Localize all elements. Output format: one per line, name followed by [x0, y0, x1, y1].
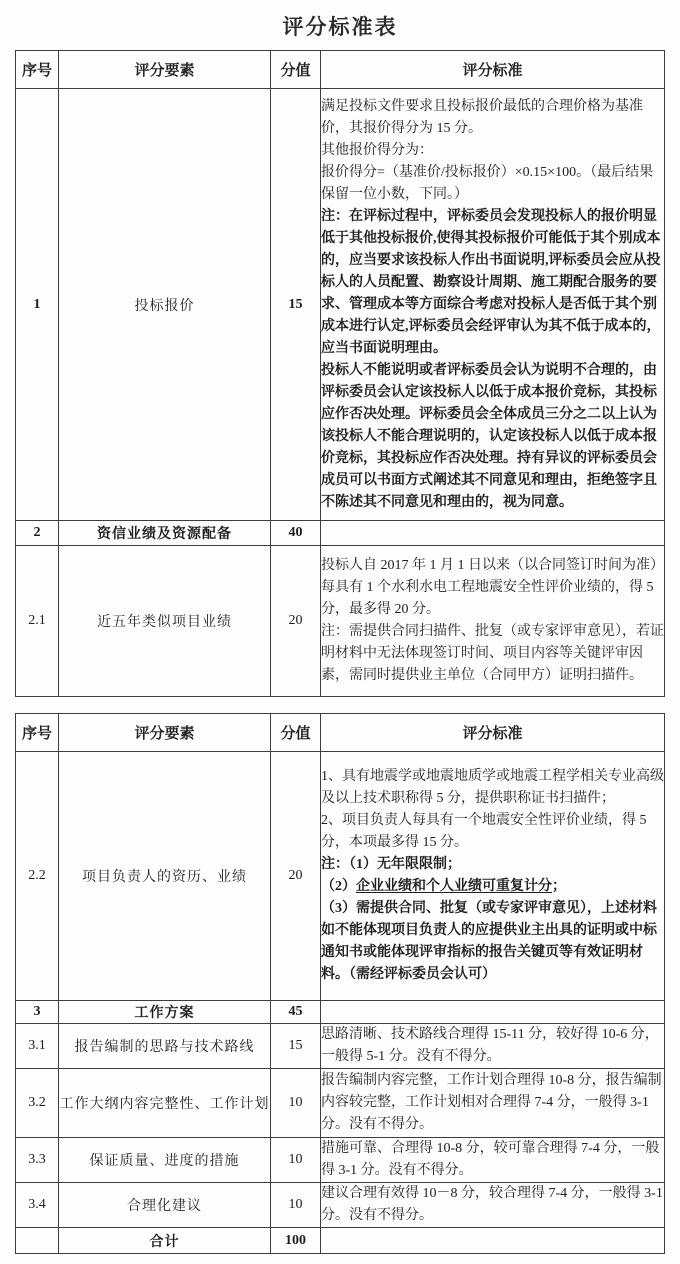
criteria-paragraph: 满足投标文件要求且投标报价最低的合理价格为基准价，其报价得分为 15 分。 [321, 98, 643, 136]
scoring-table-2 [15, 713, 665, 1254]
criteria-cell [321, 1069, 665, 1138]
criteria-cell [321, 1001, 665, 1024]
criteria-cell [321, 1183, 665, 1228]
criteria-note-paragraph: 注：需提供合同扫描件、批复（或专家评审意见），若证明材料中无法体现签订时间、项目内容等关键评审因素，需同时提供业主单位（合同甲方）证明扫描件。 [321, 624, 664, 683]
factor-cell: 工作方案 [59, 1001, 271, 1024]
score-cell: 15 [271, 1024, 321, 1069]
criteria-paragraph: 投标人自 2017 年 1 月 1 日以来（以合同签订时间为准）每具有 1 个水利水电工程地震安全性评价业绩的，得 5 分，最多得 20 分。 [321, 558, 664, 617]
header-cell-no: 序号 [16, 714, 59, 752]
factor-cell: 保证质量、进度的措施 [59, 1138, 271, 1183]
factor-cell: 近五年类似项目业绩 [59, 546, 271, 697]
criteria-note-paragraph: 注：在评标过程中，评标委员会发现投标人的报价明显低于其他投标报价,使得其投标报价可能低于其个别成本的，应当要求该投标人作出书面说明,评标委员会应从投标人的人员配置、勘察设计周期、施工期配合服务的要求、管理成本等方面综合考虑对投标人是否低于其个别成本进行认定,评标委员会经评审认为其不低于成本的，应当书面说明理由。 [321, 208, 661, 356]
row-no-cell [16, 1228, 59, 1254]
table-row-2 [16, 521, 665, 546]
score-cell: 10 [271, 1069, 321, 1138]
criteria-paragraph: 1、具有地震学或地震地质学或地震工程学相关专业高级及以上技术职称得 5 分，提供职称证书扫描件； [321, 769, 664, 806]
header-cell-score: 分值 [271, 714, 321, 752]
criteria-cell [321, 521, 665, 546]
criteria-cell [321, 1138, 665, 1183]
criteria-paragraph: 其他报价得分为： [321, 142, 433, 158]
table-row-3-4 [16, 1183, 665, 1228]
page-title: 评分标准表 [282, 15, 398, 39]
table-row-2-1 [16, 546, 665, 697]
total-score-cell: 100 [271, 1228, 321, 1254]
criteria-cell [321, 752, 665, 1001]
row-no-cell: 1 [16, 89, 59, 521]
criteria-note-paragraph: 注：（1）无年限限制； [321, 857, 461, 872]
row-no-cell: 3.4 [16, 1183, 59, 1228]
criteria-paragraph: 措施可靠、合理得 10-8 分，较可靠合理得 7-4 分，一般得 3-1 分。没有不得分。 [321, 1141, 660, 1178]
criteria-paragraph: 2、项目负责人每具有一个地震安全性评价业绩，得 5 分，本项最多得 15 分。 [321, 813, 647, 850]
criteria-paragraph: 思路清晰、技术路线合理得 15-11 分，较好得 10-6 分，一般得 5-1 分。没有不得分。 [321, 1027, 659, 1064]
table-row-3 [16, 1001, 665, 1024]
score-cell: 20 [271, 546, 321, 697]
factor-cell: 报告编制的思路与技术路线 [59, 1024, 271, 1069]
criteria-cell [321, 546, 665, 697]
table-row-total [16, 1228, 665, 1254]
score-cell: 45 [271, 1001, 321, 1024]
table-row-1 [16, 89, 665, 521]
score-cell: 15 [271, 89, 321, 521]
criteria-cell [321, 1024, 665, 1069]
factor-cell: 项目负责人的资历、业绩 [59, 752, 271, 1001]
header-cell-criteria: 评分标准 [321, 51, 665, 89]
row-no-cell: 3.2 [16, 1069, 59, 1138]
factor-cell: 合理化建议 [59, 1183, 271, 1228]
header-cell-factor: 评分要素 [59, 51, 271, 89]
score-cell: 20 [271, 752, 321, 1001]
row-no-cell: 3 [16, 1001, 59, 1024]
factor-cell: 投标报价 [59, 89, 271, 521]
row-no-cell: 3.3 [16, 1138, 59, 1183]
criteria-paragraph: 报价得分=（基准价/投标报价）×0.15×100。（最后结果保留一位小数，下同。） [321, 164, 654, 202]
row-no-cell: 2.2 [16, 752, 59, 1001]
score-cell: 10 [271, 1183, 321, 1228]
factor-cell: 工作大纲内容完整性、工作计划 [59, 1069, 271, 1138]
header-cell-factor: 评分要素 [59, 714, 271, 752]
note2-underlined-text: 企业业绩和个人业绩可重复计分 [356, 879, 552, 894]
row-no-cell: 3.1 [16, 1024, 59, 1069]
total-label-cell: 合计 [59, 1228, 271, 1254]
note2-prefix: （2） [321, 879, 356, 894]
table2-header-row [16, 714, 665, 752]
header-cell-criteria: 评分标准 [321, 714, 665, 752]
table-row-2-2 [16, 752, 665, 1001]
factor-cell: 资信业绩及资源配备 [59, 521, 271, 546]
criteria-paragraph: 报告编制内容完整，工作计划合理得 10-8 分，报告编制内容较完整，工作计划相对合理得 7-4 分，一般得 3-1 分。没有不得分。 [321, 1073, 662, 1132]
criteria-note-paragraph [321, 876, 664, 898]
score-cell: 10 [271, 1138, 321, 1183]
score-cell: 40 [271, 521, 321, 546]
note2-suffix: ； [552, 879, 566, 894]
table-row-3-3 [16, 1138, 665, 1183]
criteria-cell [321, 1228, 665, 1254]
table-row-3-2 [16, 1069, 665, 1138]
table1-header-row [16, 51, 665, 89]
criteria-note-paragraph: （3）需提供合同、批复（或专家评审意见），上述材料如不能体现项目负责人的应提供业主出具的证明或中标通知书或能体现评审指标的报告关键页等有效证明材料。（需经评标委员会认可） [321, 901, 657, 982]
criteria-note-paragraph: 投标人不能说明或者评标委员会认为说明不合理的，由评标委员会认定该投标人以低于成本报价竞标，其投标应作否决处理。评标委员会全体成员三分之二以上认为该投标人不能合理说明的，认定该投标人以低于成本报价竞标，其投标应作否决处理。持有异议的评标委员会成员可以书面方式阐述其不同意见和理由，拒绝签字且不陈述其不同意见和理由的，视为同意。 [321, 362, 657, 510]
criteria-paragraph: 建议合理有效得 10－8 分，较合理得 7-4 分，一般得 3-1 分。没有不得分。 [321, 1186, 663, 1223]
table-row-3-1 [16, 1024, 665, 1069]
row-no-cell: 2 [16, 521, 59, 546]
scoring-table-1 [15, 50, 665, 697]
header-cell-score: 分值 [271, 51, 321, 89]
criteria-cell [321, 89, 665, 521]
row-no-cell: 2.1 [16, 546, 59, 697]
header-cell-no: 序号 [16, 51, 59, 89]
